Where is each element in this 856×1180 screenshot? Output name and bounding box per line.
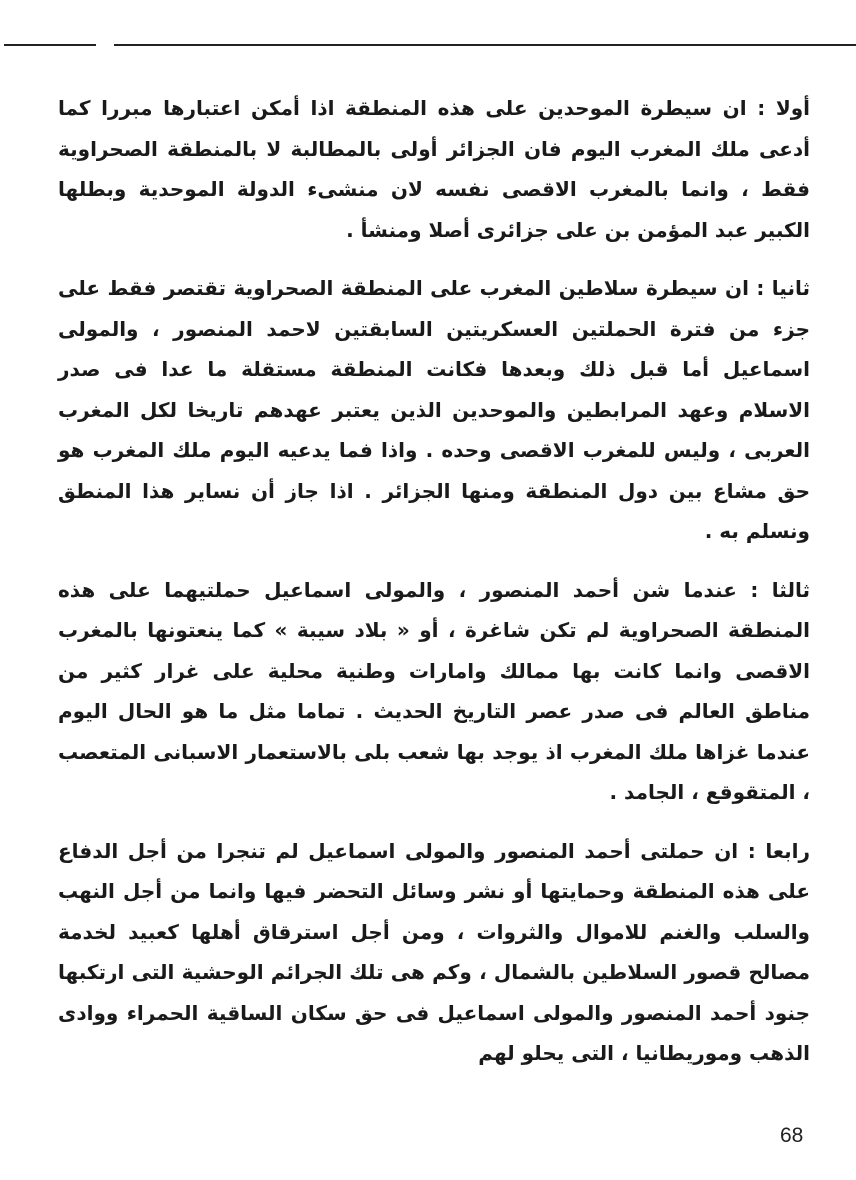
page-number: 68 bbox=[780, 1124, 804, 1147]
paragraph-first: أولا : ان سيطرة الموحدين على هذه المنطقة اذا أمكن اعتبارها مبررا كما أدعى ملك المغرب اليوم فان الجزائر أولى بالمطالبة لا بالمنطقة الصحراوية فقط ، وانما بالمغرب الاقصى نفسه لان منشىء الدولة الموحدية وبطلها الكبير عبد المؤمن بن على جزائرى أصلا ومنشأ . bbox=[58, 96, 810, 242]
header-rule-left bbox=[4, 44, 96, 46]
paragraph-third: ثالثا : عندما شن أحمد المنصور ، والمولى اسماعيل حملتيهما على هذه المنطقة الصحراوية لم تكن شاغرة ، أو « بلاد سيبة » كما ينعتونها بالمغرب الاقصى وانما كانت بها ممالك وامارات وطنية محلية على غرار كثير من مناطق العالم فى صدر عصر التاريخ الحديث . تماما مثل ما هو الحال اليوم عندما غزاها ملك المغرب اذ يوجد بها شعب بلى بالاستعمار الاسبانى المتعصب ، المتقوقع ، الجامد . bbox=[58, 577, 810, 804]
header-rule-right bbox=[114, 44, 856, 46]
paragraph-second: ثانيا : ان سيطرة سلاطين المغرب على المنطقة الصحراوية تقتصر فقط على جزء من فترة الحملتين العسكريتين السابقتين لاحمد المنصور ، والمولى اسماعيل أما قبل ذلك وبعدها فكانت المنطقة مستقلة ما عدا فى صدر الاسلام وعهد المرابطين والموحدين الذين يعتبر عهدهم تاريخا لكل المغرب العربى ، وليس للمغرب الاقصى وحده . واذا فما يدعيه اليوم ملك المغرب هو حق مشاع بين دول المنطقة ومنها الجزائر . اذا جاز أن نساير هذا المنطق ونسلم به . bbox=[58, 276, 810, 543]
page-body bbox=[58, 88, 810, 1092]
paragraph-fourth: رابعا : ان حملتى أحمد المنصور والمولى اسماعيل لم تنجرا من أجل الدفاع على هذه المنطقة وحمايتها أو نشر وسائل التحضر فيها وانما من أجل النهب والسلب والغنم للاموال والثروات ، ومن أجل استرقاق أهلها كعبيد لخدمة مصالح قصور السلاطين بالشمال ، وكم هى تلك الجرائم الوحشية التى ارتكبها جنود أحمد المنصور والمولى اسماعيل فى حق سكان الساقية الحمراء ووادى الذهب وموريطانيا ، التى يحلو لهم bbox=[58, 838, 810, 1065]
